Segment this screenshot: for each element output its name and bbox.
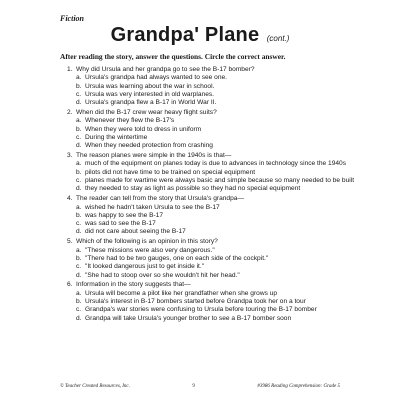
option-text: planes made for wartime were always basic and simple because so many needed to be built [85,177,355,185]
genre-label: Fiction [60,14,85,23]
option-letter: d. [76,271,82,279]
question-text: Why did Ursula and her grandpa go to see the B-17 bomber? [76,66,255,73]
answer-option[interactable] [67,74,367,82]
option-letter: b. [76,254,82,262]
option-text: wished he hadn't taken Ursula to see the B-17 [85,203,220,211]
question-stem [67,109,367,117]
option-letter: b. [76,125,82,133]
question-stem [67,152,367,160]
option-text: Whenever they flew the B-17's [85,117,175,125]
answer-option[interactable] [67,272,367,280]
question-number: 3. [67,152,73,160]
option-text: much of the equipment on planes today is due to advances in technology since the 1940s [85,160,346,168]
option-text: Ursula's interest in B-17 bombers started before Grandpa took her on a tour [85,297,306,305]
option-letter: c. [76,263,82,271]
page-number: 9 [192,384,195,389]
option-letter: b. [76,168,82,176]
question-number: 1. [67,66,73,73]
answer-option[interactable] [67,204,367,212]
option-letter: d. [76,185,82,193]
option-letter: b. [76,297,82,305]
question-number: 2. [67,109,73,117]
question-6 [67,281,367,322]
answer-option[interactable] [67,255,367,263]
question-stem [67,66,367,74]
answer-option[interactable] [67,83,367,91]
question-number: 4. [67,195,73,203]
answer-option[interactable] [67,306,367,314]
answer-option[interactable] [67,315,367,323]
question-text: The reason planes were simple in the 1940s is that— [76,152,232,160]
question-text: When did the B-17 crew wear heavy flight suits? [76,109,217,117]
answer-option[interactable] [67,263,367,271]
answer-option[interactable] [67,169,367,177]
option-letter: a. [76,289,82,297]
option-letter: a. [76,246,82,254]
answer-option[interactable] [67,298,367,306]
answer-option[interactable] [67,185,367,193]
option-text: Ursula will become a pilot like her grandfather when she grows up [85,289,278,297]
question-number: 5. [67,238,73,246]
option-letter: c. [76,90,82,98]
option-text: "It looked dangerous just to get inside it." [85,263,205,271]
answer-option[interactable] [67,134,367,142]
option-letter: d. [76,142,82,150]
answer-option[interactable] [67,160,367,168]
question-1 [67,66,367,107]
question-text: The reader can tell from the story that Ursula's grandpa— [76,195,245,203]
option-text: they needed to stay as light as possible so they had no special equipment [85,185,301,193]
question-text: Information in the story suggests that— [76,281,191,289]
question-number: 6. [67,281,73,289]
question-stem [67,195,367,203]
answer-option[interactable] [67,126,367,134]
option-letter: d. [76,99,82,107]
title-suffix: (cont.) [266,34,290,43]
option-letter: b. [76,211,82,219]
answer-option[interactable] [67,228,367,236]
option-letter: d. [76,228,82,236]
answer-option[interactable] [67,212,367,220]
answer-option[interactable] [67,117,367,125]
option-letter: a. [76,74,82,82]
page-footer [60,384,340,389]
option-letter: c. [76,133,82,141]
option-text: pilots did not have time to be trained on special equipment [85,168,256,176]
answer-option[interactable] [67,99,367,107]
option-text: During the wintertime [85,133,148,141]
answer-option[interactable] [67,142,367,150]
title-text: Grandpa' Plane [110,24,260,46]
option-text: Ursula was very interested in old warplanes. [85,90,215,98]
option-text: Grandpa's war stories were confusing to Ursula before touring the B-17 bomber [85,306,317,314]
option-letter: b. [76,82,82,90]
option-text: was sad to see the B-17 [85,220,156,228]
answer-option[interactable] [67,247,367,255]
option-letter: a. [76,117,82,125]
question-5 [67,238,367,279]
option-letter: c. [76,306,82,314]
option-text: Ursula's grandpa flew a B-17 in World War II. [85,99,217,107]
option-text: "These missions were also very dangerous." [85,246,215,254]
option-text: Ursula was learning about the war in school. [85,82,215,90]
option-text: "She had to stoop over so she wouldn't hit her head." [85,271,240,279]
footer-copyright: © Teacher Created Resources, Inc. [60,384,130,389]
answer-option[interactable] [67,220,367,228]
question-stem [67,238,367,246]
page-title [0,24,400,47]
option-letter: a. [76,160,82,168]
question-2 [67,109,367,150]
option-letter: d. [76,314,82,322]
option-text: Grandpa will take Ursula's younger brother to see a B-17 bomber soon [85,314,292,322]
option-text: "There had to be two gauges, one on each side of the cockpit." [85,254,269,262]
question-list [67,66,367,324]
question-stem [67,281,367,289]
option-letter: a. [76,203,82,211]
option-letter: c. [76,220,82,228]
option-text: Ursula's grandpa had always wanted to see one. [85,74,228,82]
option-text: When they were told to dress in uniform [85,125,202,133]
option-text: did not care about seeing the B-17 [85,228,186,236]
question-text: Which of the following is an opinion in this story? [76,238,218,246]
option-text: was happy to see the B-17 [85,211,164,219]
answer-option[interactable] [67,177,367,185]
question-4 [67,195,367,236]
answer-option[interactable] [67,91,367,99]
answer-option[interactable] [67,290,367,298]
option-text: When they needed protection from crashing [85,142,213,150]
option-letter: c. [76,177,82,185]
question-3 [67,152,367,193]
instructions: After reading the story, answer the questions. Circle the correct answer. [60,52,286,61]
footer-book-title: #3986 Reading Comprehension: Grade 5 [257,384,340,389]
